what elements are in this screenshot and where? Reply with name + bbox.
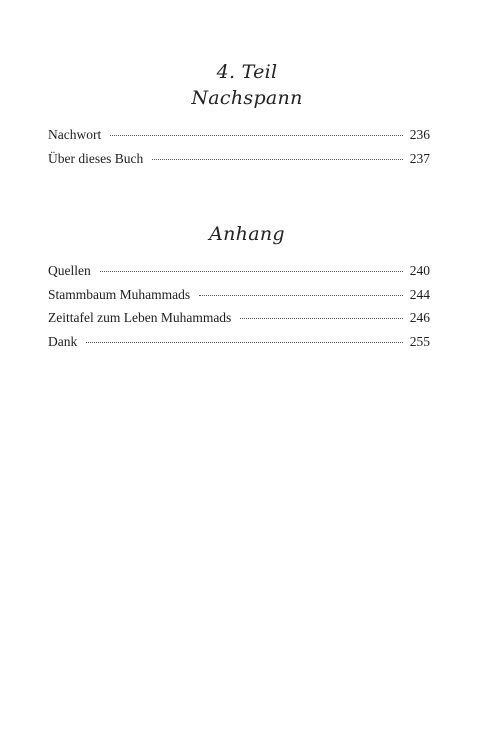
toc-main-list [48,126,430,173]
toc-entry[interactable] [48,126,430,150]
toc-entry-page: 237 [409,150,430,166]
toc-dot-leader [199,295,403,296]
section-heading: Nachspann [191,87,303,109]
toc-entry[interactable] [48,309,430,333]
toc-entry-page: 236 [409,127,430,142]
toc-entry[interactable] [48,150,430,174]
toc-dot-leader [100,271,403,272]
toc-entry[interactable] [48,262,430,286]
part-heading: 4. Teil [216,61,278,83]
toc-entry-title: Nachwort [48,127,102,142]
toc-dot-leader [110,135,403,136]
toc-entry-title: Zeittafel zum Leben Muhammads [48,310,232,325]
toc-entry-page: 240 [409,263,430,278]
toc-entry-page: 246 [409,310,430,325]
toc-entry-page: 244 [409,286,430,302]
appendix-heading: Anhang [209,223,285,245]
toc-entry-page: 255 [409,333,430,349]
toc-entry[interactable] [48,286,430,310]
toc-entry-title: Stammbaum Muhammads [48,286,191,302]
toc-entry-title: Dank [48,333,78,349]
toc-dot-leader [240,318,402,319]
toc-entry-title: Quellen [48,263,91,278]
toc-entry-title: Über dieses Buch [48,150,144,166]
toc-entry[interactable] [48,333,430,357]
toc-appendix-list [48,262,430,356]
toc-dot-leader [86,342,403,343]
toc-dot-leader [152,159,403,160]
